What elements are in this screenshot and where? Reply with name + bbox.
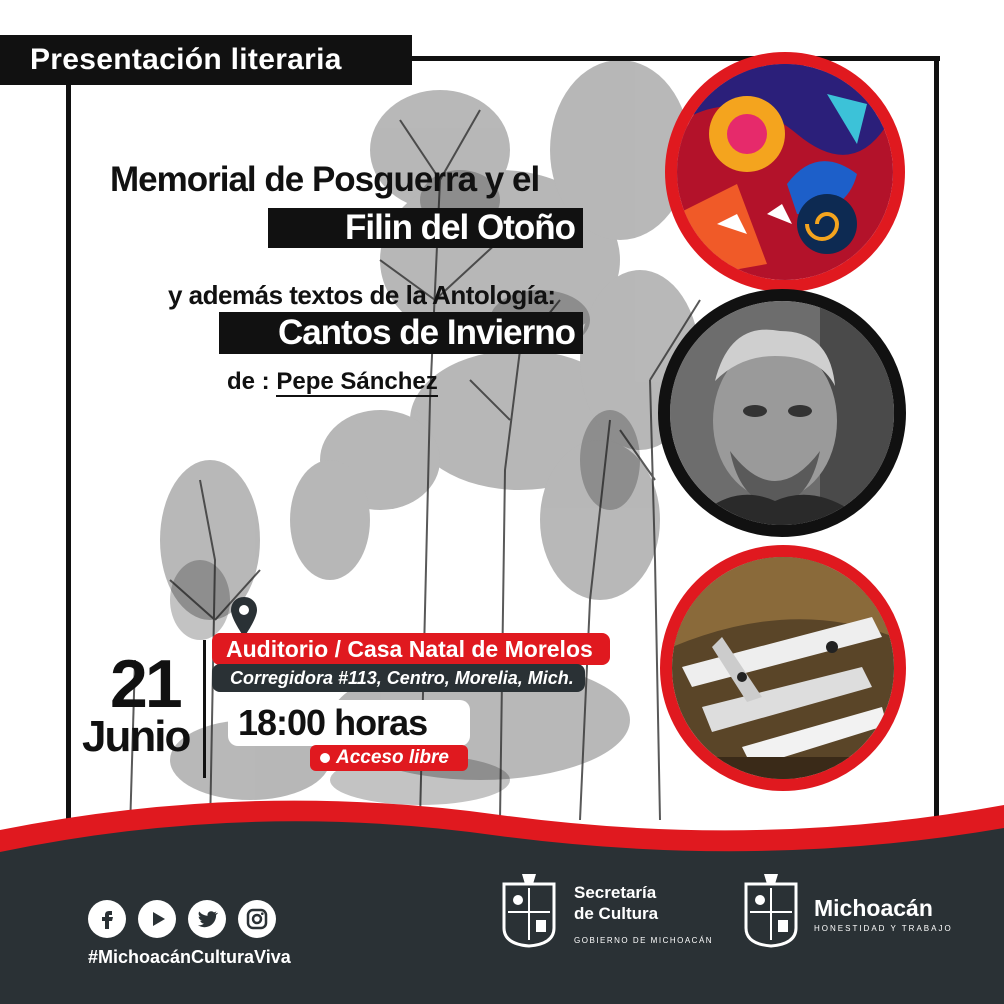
org1-line2: de Cultura bbox=[574, 904, 659, 923]
youtube-icon[interactable] bbox=[138, 900, 176, 938]
book-title-line1: Memorial de Posguerra y el bbox=[110, 160, 540, 199]
access-badge bbox=[310, 745, 468, 771]
abstract-painting-image bbox=[665, 52, 905, 292]
category-tag: Presentación literaria bbox=[0, 35, 412, 85]
sculpture-artwork-image bbox=[660, 545, 906, 791]
author-prefix: de : bbox=[227, 368, 270, 395]
org2-sub: HONESTIDAD Y TRABAJO bbox=[814, 924, 953, 933]
instagram-icon[interactable] bbox=[238, 900, 276, 938]
event-month: Junio bbox=[82, 712, 190, 761]
book-title-line2: Filin del Otoño bbox=[268, 208, 583, 248]
coat-of-arms-icon bbox=[742, 870, 800, 948]
anthology-title: Cantos de Invierno bbox=[219, 312, 583, 354]
twitter-icon[interactable] bbox=[188, 900, 226, 938]
location-pin-icon bbox=[231, 597, 257, 637]
coat-of-arms-icon bbox=[500, 870, 558, 948]
secretaria-cultura-logo bbox=[574, 882, 713, 951]
social-icons bbox=[88, 900, 276, 938]
frame-right-border bbox=[934, 56, 939, 846]
address-label: Corregidora #113, Centro, Morelia, Mich. bbox=[212, 664, 585, 692]
access-label: Acceso libre bbox=[336, 747, 449, 768]
michoacan-logo bbox=[814, 895, 953, 933]
author-line bbox=[227, 368, 438, 396]
date-divider bbox=[203, 640, 206, 778]
event-day: 21 bbox=[110, 646, 180, 722]
event-time: 18:00 horas bbox=[228, 700, 470, 746]
hashtag: #MichoacánCulturaViva bbox=[88, 947, 291, 967]
facebook-icon[interactable] bbox=[88, 900, 126, 938]
org1-sub: GOBIERNO DE MICHOACÁN bbox=[574, 936, 714, 945]
venue-label: Auditorio / Casa Natal de Morelos bbox=[212, 633, 610, 665]
subtitle: y además textos de la Antología: bbox=[168, 280, 556, 310]
org1-line1: Secretaría bbox=[574, 883, 657, 902]
frame-left-border bbox=[66, 56, 71, 846]
frame-top-border bbox=[410, 56, 940, 61]
org2-name: Michoacán bbox=[814, 895, 933, 921]
author-name: Pepe Sánchez bbox=[276, 368, 438, 395]
bullet-icon bbox=[320, 753, 330, 763]
author-portrait-image bbox=[658, 289, 906, 537]
